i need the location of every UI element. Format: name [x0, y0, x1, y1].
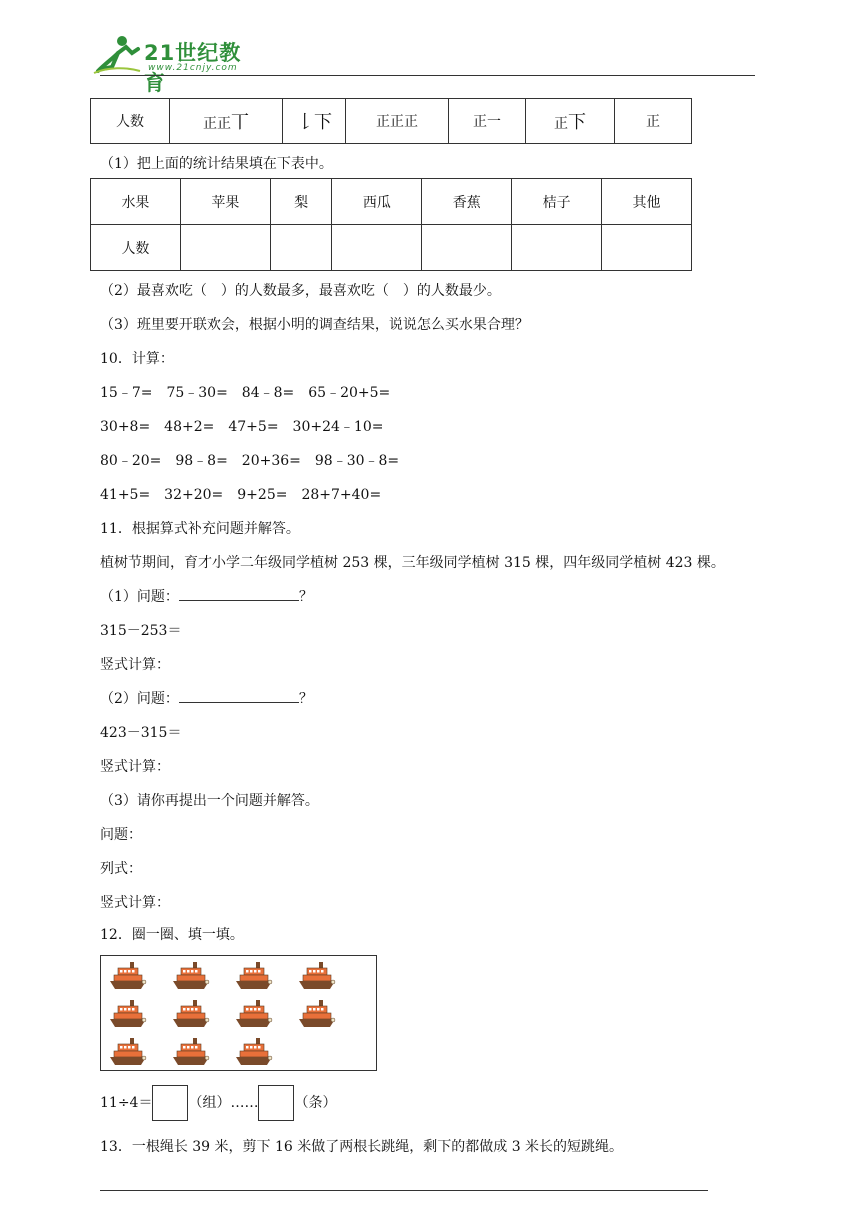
q9-part3: （3）班里要开联欢会，根据小明的调查结果，说说怎么买水果合理？	[100, 317, 529, 333]
boat-icon[interactable]	[234, 998, 274, 1030]
tally-table	[90, 98, 692, 144]
q12-equation: 11÷4＝ （组）…… （条）	[100, 1085, 336, 1121]
boat-picture-frame[interactable]	[100, 955, 377, 1071]
q12-title: 12．圈一圈、填一填。	[100, 927, 244, 943]
tally-cell: 正正正	[346, 99, 449, 144]
logo-url: www.21cnjy.com	[148, 63, 238, 73]
tally-label: 人数	[91, 99, 170, 144]
fruit-name: 西瓜	[332, 179, 422, 225]
boat-icon[interactable]	[234, 1036, 274, 1068]
fruit-header-label: 水果	[91, 179, 181, 225]
logo	[92, 33, 262, 95]
count-row-label: 人数	[91, 225, 181, 271]
quotient-box[interactable]	[152, 1085, 188, 1121]
q11-eq1: 315－253＝	[100, 623, 182, 639]
q11-context: 植树节期间，育才小学二年级同学植树 253 棵，三年级同学植树 315 棵，四年级同学植树 423 棵。	[100, 555, 725, 571]
q11-vertical1: 竖式计算：	[100, 657, 170, 673]
count-input-cell[interactable]	[180, 225, 270, 271]
q10-row: 41+5= 32+20= 9+25= 28+7+40=	[100, 487, 382, 503]
boat-icon[interactable]	[171, 998, 211, 1030]
q11-eq2: 423－315＝	[100, 725, 182, 741]
boat-icon[interactable]	[171, 1036, 211, 1068]
q10-row: 80﹣20= 98﹣8= 20+36= 98﹣30﹣8=	[100, 453, 400, 469]
tally-cell: 正下	[526, 99, 615, 144]
q11-question-label: 问题：	[100, 827, 142, 843]
count-input-cell[interactable]	[602, 225, 692, 271]
q11-vertical2: 竖式计算：	[100, 759, 170, 775]
q9-part2: （2）最喜欢吃（ ）的人数最多，最喜欢吃（ ）的人数最少。	[100, 283, 501, 299]
q10-row: 30+8= 48+2= 47+5= 30+24﹣10=	[100, 419, 384, 435]
q11-formula-label: 列式：	[100, 861, 142, 877]
boat-icon[interactable]	[171, 960, 211, 992]
count-input-cell[interactable]	[270, 225, 332, 271]
tally-cell: 正正丅	[170, 99, 283, 144]
count-input-cell[interactable]	[422, 225, 512, 271]
boat-icon[interactable]	[234, 960, 274, 992]
fruit-name: 梨	[270, 179, 332, 225]
fruit-table	[90, 178, 692, 271]
logo-text: 21世纪教育	[144, 41, 242, 95]
boat-icon[interactable]	[108, 1036, 148, 1068]
q11-part3: （3）请你再提出一个问题并解答。	[100, 793, 319, 809]
q9-part1: （1）把上面的统计结果填在下表中。	[100, 156, 333, 172]
footer-divider	[100, 1190, 708, 1191]
remainder-box[interactable]	[258, 1085, 294, 1121]
fruit-name: 苹果	[180, 179, 270, 225]
runner-logo-icon	[92, 33, 142, 75]
q11-title: 11．根据算式补充问题并解答。	[100, 521, 300, 537]
boat-icon[interactable]	[108, 998, 148, 1030]
fruit-name: 香蕉	[422, 179, 512, 225]
boat-icon[interactable]	[297, 998, 337, 1030]
q13-text: 13．一根绳长 39 米，剪下 16 米做了两根长跳绳，剩下的都做成 3 米长的短跳绳。	[100, 1139, 624, 1155]
answer-blank[interactable]	[179, 586, 299, 601]
fruit-name: 其他	[602, 179, 692, 225]
count-input-cell[interactable]	[332, 225, 422, 271]
boat-icon[interactable]	[108, 960, 148, 992]
boat-icon[interactable]	[297, 960, 337, 992]
count-input-cell[interactable]	[512, 225, 602, 271]
answer-blank[interactable]	[179, 688, 299, 703]
tally-cell: 正一	[449, 99, 526, 144]
q11-vertical3: 竖式计算：	[100, 895, 170, 911]
header-divider	[100, 75, 755, 76]
q10-title: 10．计算：	[100, 351, 174, 367]
fruit-name: 桔子	[512, 179, 602, 225]
q11-part1: （1）问题： ？	[100, 586, 313, 606]
tally-cell: 𠄌下	[283, 99, 346, 144]
q11-part2: （2）问题： ？	[100, 688, 313, 708]
tally-cell: 正	[615, 99, 692, 144]
q10-row: 15﹣7= 75﹣30= 84﹣8= 65﹣20+5=	[100, 385, 391, 401]
